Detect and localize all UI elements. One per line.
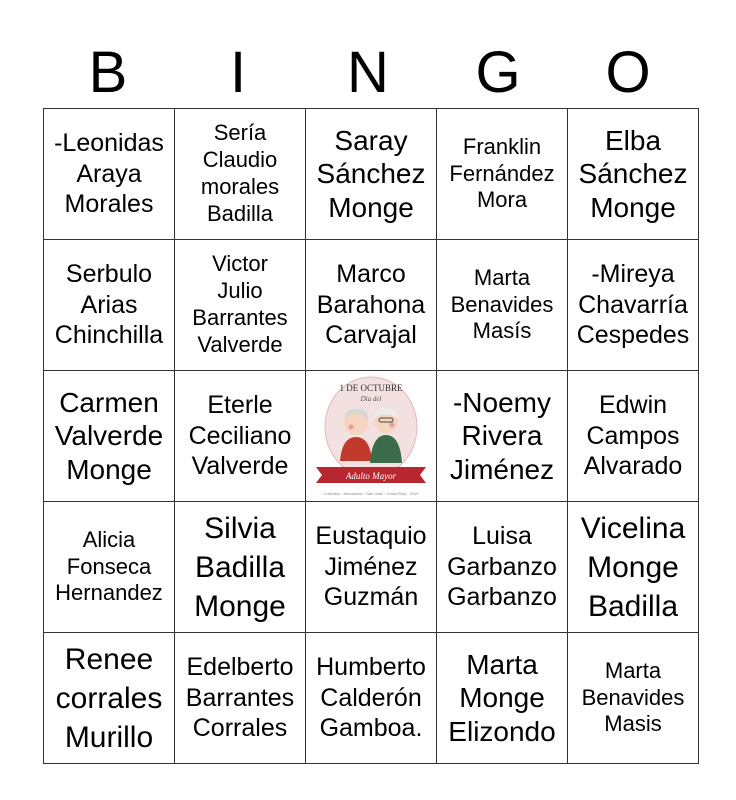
header-letter-b: B xyxy=(88,40,128,105)
free-date-text: 1 DE OCTUBRE xyxy=(339,383,403,393)
grid-cell[interactable] xyxy=(437,633,568,764)
grid-row xyxy=(44,109,699,240)
grid-cell[interactable] xyxy=(437,109,568,240)
cell-name: -Leonidas Araya Morales xyxy=(54,129,164,219)
free-space-image xyxy=(306,371,436,501)
grid-row xyxy=(44,633,699,764)
grid-cell[interactable] xyxy=(175,502,306,633)
cell-name: Vicelina Monge Badilla xyxy=(580,511,686,623)
header-letter-o: O xyxy=(605,40,651,105)
header-letter-n: N xyxy=(347,40,389,105)
cell-name: Victor Julio Barrantes Valverde xyxy=(192,251,288,357)
free-banner-text: Adulto Mayor xyxy=(345,471,397,481)
grid-cell[interactable] xyxy=(306,109,437,240)
grid-cell[interactable] xyxy=(44,633,175,764)
cell-name: Carmen Valverde Monge xyxy=(54,386,164,485)
grid-cell[interactable] xyxy=(437,371,568,502)
grid-row xyxy=(44,371,699,502)
grid-cell[interactable] xyxy=(175,633,306,764)
free-space-cell[interactable] xyxy=(306,371,437,502)
cell-name: Humberto Calderón Gamboa. xyxy=(316,653,426,743)
grid-row xyxy=(44,240,699,371)
cell-name: Renee corrales Murillo xyxy=(55,642,163,754)
bingo-header xyxy=(43,38,693,108)
grid-cell[interactable] xyxy=(44,502,175,633)
grid-cell[interactable] xyxy=(437,240,568,371)
grid-cell[interactable] xyxy=(306,633,437,764)
cell-name: Eterle Ceciliano Valverde xyxy=(188,391,292,481)
cell-name: Eustaquio Jiménez Guzmán xyxy=(315,522,427,612)
free-footer-text: Colectivo · Asociación · San José · Costa Rica · 2019 xyxy=(323,491,419,496)
cell-name: Edelberto Barrantes Corrales xyxy=(185,653,295,743)
cell-name: Serbulo Arias Chinchilla xyxy=(54,260,164,350)
grid-cell[interactable] xyxy=(44,371,175,502)
header-letter-g: G xyxy=(475,40,521,105)
grid-cell[interactable] xyxy=(175,109,306,240)
grid-cell[interactable] xyxy=(44,109,175,240)
cell-name: Marco Barahona Carvajal xyxy=(316,260,426,350)
header-letter-i: I xyxy=(229,40,247,105)
cell-name: Edwin Campos Alvarado xyxy=(583,391,683,481)
grid-cell[interactable] xyxy=(175,371,306,502)
elderly-couple-icon xyxy=(306,371,436,501)
cell-name: Marta Monge Elizondo xyxy=(448,648,556,747)
grid-cell[interactable] xyxy=(568,633,699,764)
cell-name: Sería Claudio morales Badilla xyxy=(200,120,280,226)
cell-name: Marta Benavides Masis xyxy=(581,657,685,737)
grid-cell[interactable] xyxy=(44,240,175,371)
bingo-card-grid xyxy=(43,108,699,764)
grid-cell[interactable] xyxy=(437,502,568,633)
grid-cell[interactable] xyxy=(306,240,437,371)
grid-cell[interactable] xyxy=(568,371,699,502)
cell-name: Luisa Garbanzo Garbanzo xyxy=(447,522,557,612)
free-subtitle-text: Día del xyxy=(360,395,382,403)
cell-name: Marta Benavides Masís xyxy=(450,264,554,344)
grid-row xyxy=(44,502,699,633)
grid-cell[interactable] xyxy=(175,240,306,371)
cell-name: Saray Sánchez Monge xyxy=(316,124,426,223)
grid-cell[interactable] xyxy=(306,502,437,633)
cell-name: Alicia Fonseca Hernandez xyxy=(55,526,163,606)
grid-cell[interactable] xyxy=(568,109,699,240)
grid-cell[interactable] xyxy=(568,240,699,371)
cell-name: -Mireya Chavarría Cespedes xyxy=(576,260,690,350)
cell-name: Silvia Badilla Monge xyxy=(194,511,286,623)
cell-name: Franklin Fernández Mora xyxy=(449,133,555,213)
cell-name: Elba Sánchez Monge xyxy=(578,124,688,223)
cell-name: -Noemy Rivera Jiménez xyxy=(449,386,555,485)
grid-cell[interactable] xyxy=(568,502,699,633)
